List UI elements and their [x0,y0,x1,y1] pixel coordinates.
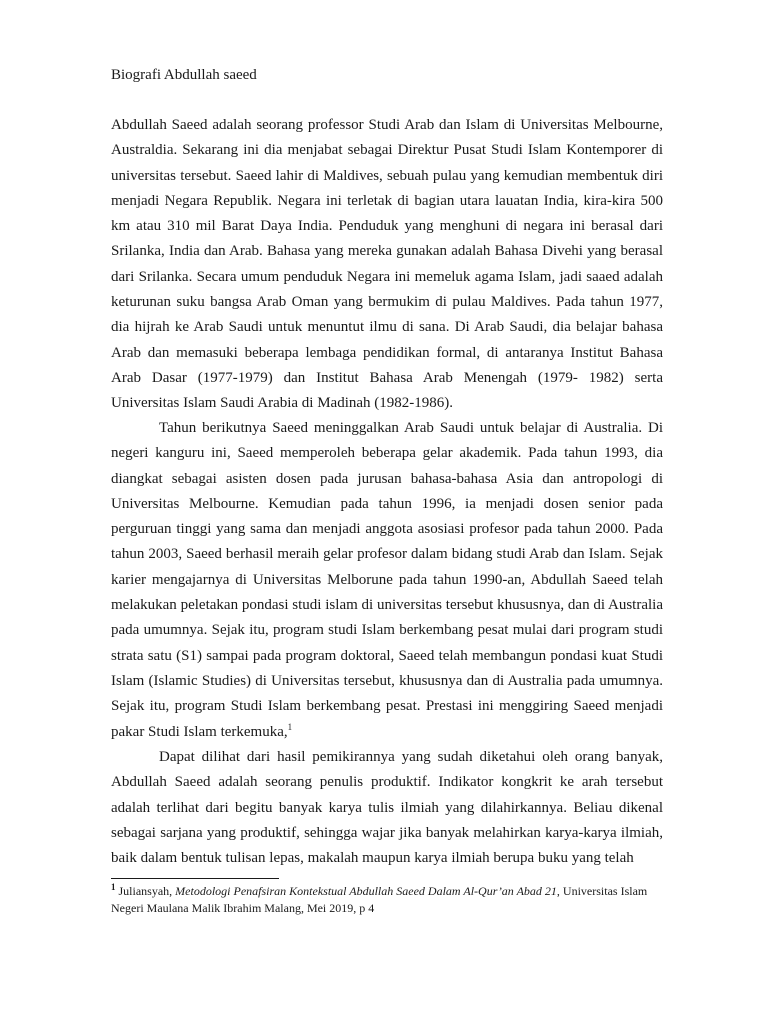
footnote [111,883,671,917]
footnote-author: Juliansyah, [118,884,173,898]
footnote-reference[interactable]: 1 [287,721,293,732]
footnote-number: 1 [111,882,116,892]
footnote-source-title: Metodologi Penafsiran Kontekstual Abdullah Saeed Dalam Al-Qur’an Abad 21 [175,884,557,898]
footnote-separator [111,878,279,879]
paragraph-3-text: Dapat dilihat dari hasil pemikirannya yang sudah diketahui oleh orang banyak, Abdullah Saeed adalah seorang penulis produktif. Indikator kongkrit ke arah tersebut adalah terlihat dari begitu banyak karya tulis ilmiah yang dilahirkannya. Beliau dikenal sebagai sarjana yang produktif, sehingga wajar jika banyak melahirkan karya-karya ilmiah, baik dalam bentuk tulisan lepas, makalah maupun karya ilmiah berupa buku yang telah [111,749,663,867]
paragraph-2-text: Tahun berikutnya Saeed meninggalkan Arab Saudi untuk belajar di Australia. Di negeri kanguru ini, Saeed memperoleh beberapa gelar akademik. Pada tahun 1993, dia diangkat sebagai asisten dosen pada jurusan bahasa-bahasa Asia dan antropologi di Universitas Melbourne. Kemudian pada tahun 1996, ia menjadi dosen senior pada perguruan tinggi yang sama dan menjadi anggota asosiasi profesor pada tahun 2000. Pada tahun 2003, Saeed berhasil meraih gelar profesor dalam bidang studi Arab dan Islam. Sejak karier mengajarnya di Universitas Melborune pada tahun 1990-an, Abdullah Saeed telah melakukan peletakan pondasi studi islam di universitas tersebut khususnya, dan di Australia pada umumnya. Sejak itu, program studi Islam berkembang pesat mulai dari program studi strata satu (S1) sampai pada program doktoral, Saeed telah membangun pondasi kuat Studi Islam (Islamic Studies) di Universitas tersebut, khususnya dan di Australia pada umumnya. Sejak itu, program Studi Islam berkembang pesat. Prestasi ini menggiring Saeed menjadi pakar Studi Islam terkemuka, [111,420,663,740]
footnote-source-details: , Universitas Islam Negeri Maulana Malik Ibrahim Malang, Mei 2019, p 4 [111,884,648,915]
paragraph-1-text: Abdullah Saeed adalah seorang professor Studi Arab dan Islam di Universitas Melbourne, Australdia. Sekarang ini dia menjabat sebagai Direktur Pusat Studi Islam Kontemporer di universitas tersebut. Saeed lahir di Maldives, sebuah pulau yang kemudian membentuk diri menjadi Negara Republik. Negara ini terletak di bagian utara lauatan India, kira-kira 500 km atau 310 mil Barat Daya India. Penduduk yang menghuni di negara ini berasal dari Srilanka, India dan Arab. Bahasa yang mereka gunakan adalah Bahasa Divehi yang berasal dari Srilanka. Secara umum penduduk Negara ini memeluk agama Islam, jadi saaed adalah keturunan suku bangsa Arab Oman yang bermukim di pulau Maldives. Pada tahun 1977, dia hijrah ke Arab Saudi untuk menuntut ilmu di sana. Di Arab Saudi, dia belajar bahasa Arab dan memasuki beberapa lembaga pendidikan formal, di antaranya Institut Bahasa Arab Dasar (1977-1979) dan Institut Bahasa Arab Menengah (1979- 1982) serta Universitas Islam Saudi Arabia di Madinah (1982-1986). [111,117,663,412]
paragraph-2 [111,416,663,745]
document-title: Biografi Abdullah saeed [111,67,257,83]
paragraph-3 [111,745,663,871]
paragraph-1 [111,113,663,417]
